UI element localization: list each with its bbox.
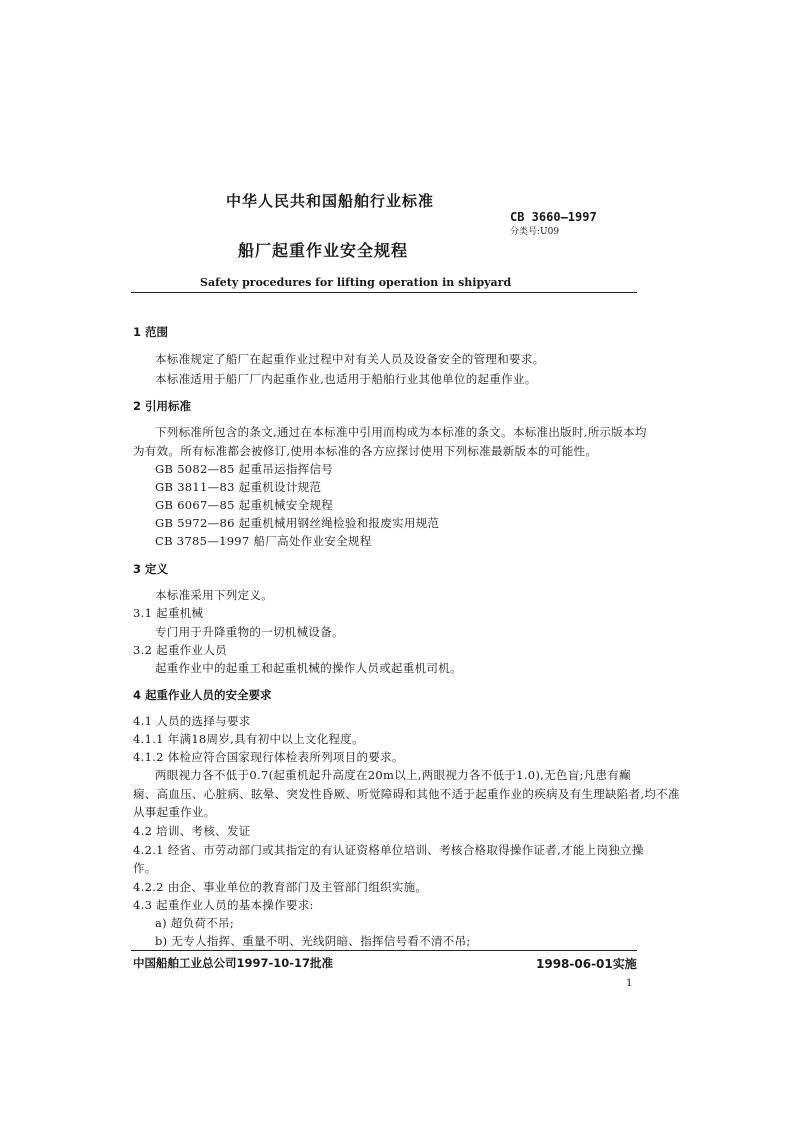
approval-line: 中国船舶工业总公司1997-10-17批准 [133,956,334,970]
clause-4-3-item-a: a) 超负荷不吊; [155,916,235,930]
definition-3-1-text: 专门用于升降重物的一切机械设备。 [155,625,344,639]
clause-4-2-1-line-1: 4.2.1 经省、市劳动部门或其指定的有认证资格单位培训、考核合格取得操作证者,才能上岗独立操 [133,843,644,857]
page-number: 1 [626,978,633,989]
clause-4-1-2: 4.1.2 体检应符合国家现行体检表所列项目的要求。 [133,750,404,764]
effective-date: 1998-06-01实施 [536,957,637,971]
section-3-heading: 3 定义 [133,562,169,576]
definition-3-2-text: 起重作业中的起重工和起重机械的操作人员或起重机司机。 [155,661,462,675]
clause-4-3-item-b: b) 无专人指挥、重量不明、光线阴暗、指挥信号看不清不吊; [155,934,471,948]
header-rule [131,292,637,293]
section-1-para-2: 本标准适用于船厂厂内起重作业,也适用于船舶行业其他单位的起重作业。 [155,372,537,386]
section-1-heading: 1 范围 [133,325,169,339]
definition-3-1-title: 3.1 起重机械 [133,606,204,620]
clause-4-2: 4.2 培训、考核、发证 [133,824,251,838]
section-2-heading: 2 引用标准 [133,399,192,413]
clause-4-3: 4.3 起重作业人员的基本操作要求: [133,898,314,912]
clause-4-1-2-line-1: 两眼视力各不低于0.7(起重机起升高度在20m以上,两眼视力各不低于1.0),无色盲;凡患有癫 [155,768,631,782]
org-title: 中华人民共和国船舶行业标准 [226,192,435,210]
section-1-para-1: 本标准规定了船厂在起重作业过程中对有关人员及设备安全的管理和要求。 [155,352,545,366]
clause-4-1: 4.1 人员的选择与要求 [133,714,251,728]
document-title: 船厂起重作业安全规程 [238,241,409,260]
classification-number: 分类号:U09 [510,227,560,237]
reference-item: GB 3811—83 起重机设计规范 [155,480,322,494]
clause-4-2-2: 4.2.2 由企、事业单位的教育部门及主管部门组织实施。 [133,880,428,894]
section-2-para-line-1: 下列标准所包含的条文,通过在本标准中引用而构成为本标准的条文。本标准出版时,所示版本均 [155,425,647,439]
reference-item: GB 5082—85 起重吊运指挥信号 [155,462,334,476]
reference-item: GB 6067—85 起重机械安全规程 [155,498,334,512]
section-4-heading: 4 起重作业人员的安全要求 [133,688,272,702]
definition-3-2-title: 3.2 起重作业人员 [133,643,227,657]
clause-4-1-1: 4.1.1 年满18周岁,具有初中以上文化程度。 [133,732,364,746]
standard-number: CB 3660—1997 [510,210,597,224]
reference-item: GB 5972—86 起重机械用钢丝绳检验和报废实用规范 [155,516,440,530]
section-3-intro: 本标准采用下列定义。 [155,588,273,602]
reference-item: CB 3785—1997 船厂高处作业安全规程 [155,534,372,548]
clause-4-2-1-line-2: 作。 [133,861,157,875]
footer-rule [131,950,637,951]
clause-4-1-2-line-3: 从事起重作业。 [133,805,216,819]
section-2-para-line-2: 为有效。所有标准都会被修订,使用本标准的各方应探讨使用下列标准最新版本的可能性。 [133,444,598,458]
clause-4-1-2-line-2: 痫、高血压、心脏病、眩晕、突发性昏厥、听觉障碍和其他不适于起重作业的疾病及有生理缺陷者,均不准 [133,787,680,801]
document-title-english: Safety procedures for lifting operation in shipyard [200,276,512,289]
